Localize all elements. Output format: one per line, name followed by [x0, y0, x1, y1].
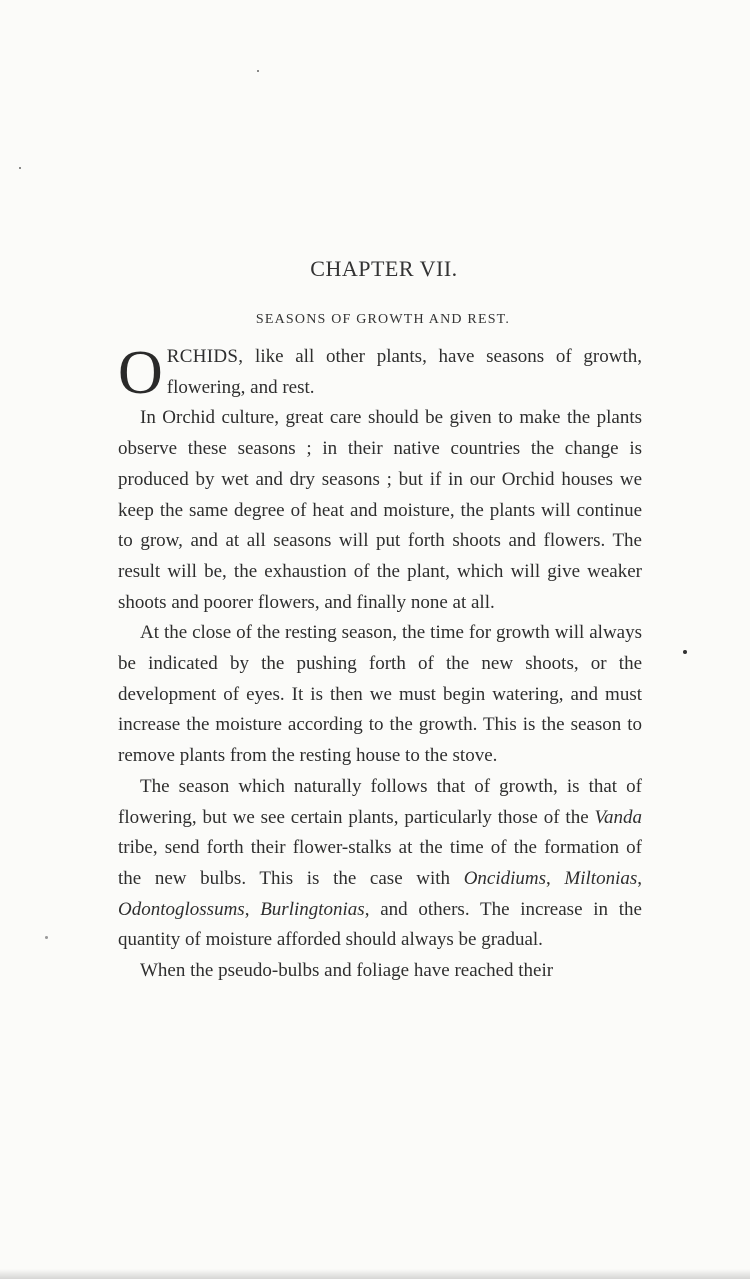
paragraph-3: At the close of the resting season, the time for growth will always be indicated by the pushing forth of the new shoots, or the development of eyes. It is then we must begin watering, and must increase the moisture according to the growth. This is the season to remove plants from the resting house to the stove.: [118, 622, 642, 767]
paragraph-2: In Orchid culture, great care should be given to make the plants observe these seasons ; in their native countries the change is produced by wet and dry seasons ; but if in our Orchid houses we keep the same degree of heat and moisture, the plants will continue to grow, and at all seasons will put forth shoots and flowers. The result will be, the exhaustion of the plant, which will give weaker shoots and poorer flowers, and finally none at all.: [118, 407, 642, 613]
italic-vanda: Vanda: [594, 806, 642, 828]
paragraph-1-lead: RCHIDS,: [166, 346, 244, 367]
drop-cap: O: [118, 339, 163, 407]
paragraph-4-text-c: , and others. The increase in the quantity of moisture afforded should always be gradual.: [118, 898, 642, 951]
italic-miltonias: Miltonias: [564, 867, 638, 889]
paragraph-1-text: like all other plants, have seasons of growth, flowering, and rest.: [166, 346, 642, 398]
paper-speck: [45, 936, 48, 939]
italic-oncidiums: Oncidiums: [463, 867, 547, 889]
separator-1: ,: [546, 867, 565, 889]
page-edge-shadow: [0, 1269, 750, 1279]
paper-speck: [257, 70, 259, 72]
separator-3: ,: [244, 898, 261, 920]
paragraph-4-text-a: The season which naturally follows that of growth, is that of flowering, but we see certain plants, particularly those of the: [118, 775, 642, 828]
section-title: SEASONS OF GROWTH AND REST.: [255, 312, 511, 327]
paragraph-1: [118, 339, 642, 407]
paper-speck: [19, 167, 21, 169]
chapter-title: CHAPTER VII.: [310, 256, 458, 281]
paragraph-4-text-b: tribe, send forth their flower-stalks at the time of the formation of the new bulbs. This is the case with: [118, 837, 642, 889]
body-text: [118, 339, 642, 987]
separator-2: ,: [637, 867, 642, 889]
italic-odontoglossums: Odontoglossums: [118, 898, 245, 920]
paragraph-5: When the pseudo-bulbs and foliage have reached their: [140, 960, 554, 982]
italic-burlingtonias: Burlingtonias: [260, 898, 365, 920]
paragraph-4: [118, 772, 642, 956]
paper-speck: [683, 650, 687, 654]
